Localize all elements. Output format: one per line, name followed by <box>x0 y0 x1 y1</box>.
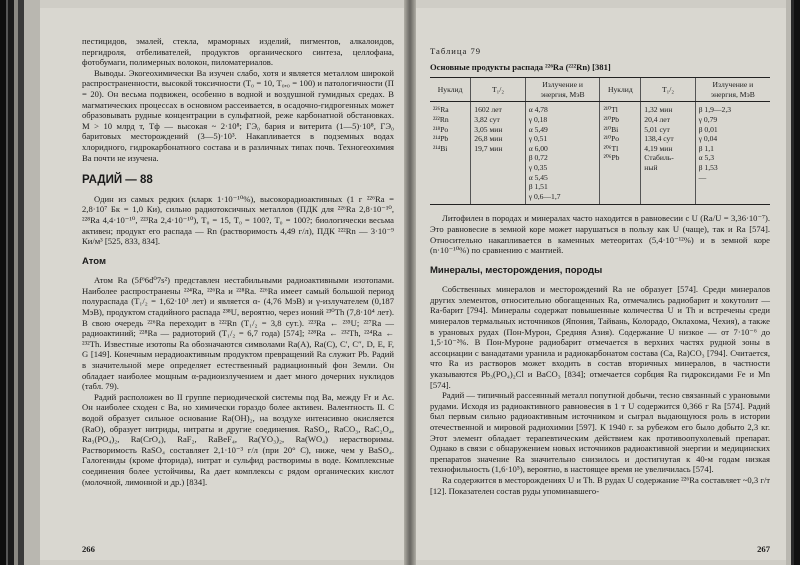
table-cell-line: ²²²Rn <box>433 114 449 124</box>
table-cell <box>471 102 525 205</box>
table-cell-line: — <box>698 172 707 182</box>
subsection-title: Минералы, месторождения, породы <box>430 264 603 276</box>
paragraph: Выводы. Экогеохимически Ba изучен слабо, хотя и является металлом широкой распространенности, высокой токсичности (Т₀ = 10, Т₀,₀ = 100) и патологичности (П = 20). Он весьма подвижен, особенно в водной и воздушной гумидных средах. В магматических процессах в основном рассеивается, в осадочно-гидрогенных может образовывать рудные концентрации в сульфатной, реже карбонатной обстановках. M > 10 млрд т, Тф — высокая ~ 2·10⁸; ГЭ₀ бария и витерита (1—5)·10⁸, ГЭ₀ баритовых месторождений (3—5)·10³. Накапливается в подземных водах хлоридного, гидрокарбонатного состава и в различных типах почв. Техногеохимия Ba почти не изучена. <box>82 67 394 163</box>
scanner-binding-left <box>0 0 40 565</box>
table-cell-line: ный <box>644 162 658 172</box>
table-cell-line: 4,19 мин <box>644 143 673 153</box>
table-header: Нуклид <box>600 78 641 102</box>
table-cell-line: ²¹⁰Bi <box>603 124 619 134</box>
book-gutter <box>404 0 416 565</box>
table-cell-line: β 1,53 <box>698 162 718 172</box>
table-cell-line: β 1,9—2,3 <box>698 105 732 115</box>
paragraph: Собственных минералов и месторождений Ra не образует [574]. Среди минералов других элементов, относительно обогащенных Ra, отмечались радиобарит и хокутолит — Ra-барит [794]. Минералы содержат повышенные количества U и Th и встречены среди минералов термальных источников (Япония, Тайвань, Колорадо, Оклахома, Чехия), а также в урановых рудах (Пон-Мурон, Средняя Азия). Содержание U низкое — от 7·10⁻⁶ до 1,5·10⁻²%. В Пон-Муроне радиобарит отмечается в верхних частях рудной зоны в ассоциации с ванадатами уранила и радиокарбонатом состава (Ca, Ra)CO₃ [794]. Считается, что Ra из растворов может входить в состав вторичных минералов, в частности указываются Pb₃(PO₄)₂Cl и BaCO₃ [834]; отмечается сорбция Ra гидроксидами Fe и Mn [574]. <box>430 284 770 390</box>
table-cell-line: ²¹⁴Pb <box>433 134 449 144</box>
paragraph: Радий — типичный рассеянный металл попутной добычи, тесно связанный с урановыми рудами. Исходя из радиоактивного равновесия в 1 т U содержится 0,366 г Ra [574]. Радий был первым сильно радиоактивным источником и сыграл выдающуюся роль в истории отечественной и мировой радиохимии [597]. К 1940 г. за рубежом его было добыто 2,3 кг. Этот элемент обладает терапевтическим действием как противоопухолевый препарат. Однако в связи с обнаружением новых источников радиоактивной энергии и медицинских препаратов значение Ra значительно снизилось и достигнутая к 40-м годам низкая технофильность (1,6·10⁵), вероятно, в настоящее время не увеличилась [574]. <box>430 390 770 475</box>
page-number: 267 <box>757 544 770 554</box>
table-cell-line: 1,32 мин <box>644 105 673 115</box>
table-header: T₁/₂ <box>641 78 695 102</box>
table-cell-line: 19,7 мин <box>474 143 503 153</box>
table-cell-line: β 1,1 <box>698 143 714 153</box>
table-cell-line: ²¹⁰Pb <box>603 114 620 124</box>
paragraph: Радий расположен во II группе периодической системы под Ba, между Fr и Ac. Он наиболее сходен с Ba, но химически гораздо более активен. Валентность II. С водой образует сильное основание Ra(OH)₂, на воздухе интенсивно окисляется (RaO), образует нитриды, нитраты и другие соединения. RaSO₄, RaCO₃, RaC₂O₄, Ra₃(PO₄)₂, Ra(CrO₄), RaF₂, RaBeF₄, Ra(YO₃)₂, Ra(WO₄) нерастворимы. Растворимость RaSO₄ составляет 2,1·10⁻³ г/л (при 20° C), ниже, чем у BaSO₄. Галогениды (кроме фторида), нитрат и сульфид растворимы в воде. Комплексные соединения более устойчивы, Ra дает комплексы с рядом органических кислот (молочной, лимонной и др.) [834]. <box>82 391 394 487</box>
table-cell-line: β 1,51 <box>528 182 548 192</box>
table-cell-line: α 5,3 <box>698 153 715 163</box>
paragraph: Атом Ra (5f⁶6d⁰7s²) представлен нестабильными радиоактивными изотопами. Наиболее распространены ²²⁴Ra, ²²⁶Ra и ²²⁸Ra. ²²⁶Ra имеет самый большой период полураспада (Т₁/₂ = 1,62·10³ лет) и является α- (4,76 МэВ) и γ-излучателем (0,187 МэВ), продуктом стадийного распада ²³⁸U, вероятно, через ионий ²³⁰Th (7,8·10⁴ лет). В свою очередь ²²⁶Ra переходит в ²²²Rn (Т₁/₂ = 3,8 сут.). ²²³Ra ← ²³⁵U; ²²⁷Ra — радиоактиний; ²²⁸Ra — радиоторий (Т₁/₂ = 6,7 года) [574]; ²²⁸Ra ← ²³²Th, ²²⁴Ra ← ²³²Th. Известные изотопы Ra обозначаются символами Ra(A), Ra(C), C′, C″, D, E, F, G [149]. Конечным нерадиоактивным продуктом превращений Ra служит Pb. Радий в значительной мере определяет естественный радиационный фон Земли. Он обладает наиболее мощным α-радиоизлучением и дает много дочерних нуклидов (табл. 79). <box>82 275 394 392</box>
table-cell-line: 5,01 сут <box>644 124 670 134</box>
table-cell-line: β 0,72 <box>528 153 548 163</box>
page-number: 266 <box>82 544 95 554</box>
table-cell-line: 26,8 мин <box>474 134 503 144</box>
table-cell-line: 20,4 лет <box>644 114 670 124</box>
table-cell-line: 3,05 мин <box>474 124 503 134</box>
table-cell-line: α 5,49 <box>528 124 548 134</box>
table-cell-line: ²²⁶Ra <box>433 105 449 115</box>
table-cell-line: γ 0,6—1,7 <box>528 191 561 201</box>
left-text-column <box>82 36 394 487</box>
table-cell <box>525 102 600 205</box>
table-cell <box>641 102 695 205</box>
table-cell-line: 138,4 сут <box>644 134 674 144</box>
right-page <box>416 8 786 560</box>
table-cell-line: ²¹⁰Tl <box>603 105 618 115</box>
table-cell-line: ²¹⁴Bi <box>433 143 448 153</box>
table-header: Излучение и энергия, МэВ <box>695 78 770 102</box>
table-cell-line: γ 0,04 <box>698 134 718 144</box>
right-text-column <box>430 46 770 496</box>
table-cell-line: γ 0,18 <box>528 114 548 124</box>
table-header: T₁/₂ <box>471 78 525 102</box>
paragraph: пестицидов, эмалей, стекла, мраморных изделий, пигментов, алкалоидов, пергидроля, отбеливателей, продуктов органического синтеза, целлофана, фотобумаги, полимерных волокон, пиломатериалов. <box>82 36 394 68</box>
paragraph: Ra содержится в месторождениях U и Th. В рудах U содержание ²²⁶Ra составляет ~0,3 г/т [12]. Показателен состав руды упоминавшего- <box>430 474 770 496</box>
table-cell <box>430 102 471 205</box>
scanner-binding-right <box>786 0 800 565</box>
table-row <box>430 102 770 205</box>
table-cell-line: α 6,00 <box>528 143 548 153</box>
table-cell-line: ²¹⁰Po <box>603 134 620 144</box>
left-page <box>40 8 404 560</box>
section-title: РАДИЙ — 88 <box>82 174 153 187</box>
table-cell-line: 3,82 сут <box>474 114 500 124</box>
subsection-title: Атом <box>82 255 106 267</box>
table-cell-line: ²⁰⁶Tl <box>603 143 619 153</box>
table-cell <box>600 102 641 205</box>
paragraph: Один из самых редких (кларк 1·10⁻¹⁰%), высокорадиоактивных (1 г ²²⁶Ra = 2,8·10⁷ Бк = 1,0 Ки), сильно радиотоксичных металлов (ПДК для ²²⁶Ra 2,8·10⁻¹⁰, ²²⁸Ra 4,4·10⁻¹⁰, ²²³Ra 2,4·10⁻¹⁰), Т₀ = 15, Т₀ = 100?, Т₀ = 100?; биологически весьма активен; продукт его распада — Rn (растворимость 4,49 г/л), ПДК ²²²Rn — 3·10⁻⁹ Ки/м³ [525, 833, 834]. <box>82 193 394 247</box>
table-title: Основные продукты распада ²²⁶Ra (²²²Rn) [381] <box>430 61 611 72</box>
paragraph: Литофилен в породах и минералах часто находится в равновесии с U (Ra/U = 3,36·10⁻⁷). Это равновесие в земной коре может нарушаться в пользу как U (чаще), так и Ra [574]. Относительно накапливается в каменных метеоритах (5,4·10⁻¹²%) и в земной коре (n·10⁻¹⁰%) по сравнению с мантией. <box>430 213 770 256</box>
table-cell-line: 1602 лет <box>474 105 502 115</box>
table-cell-line: γ 0,79 <box>698 114 718 124</box>
table-header: Излучение и энергия, МэВ <box>525 78 600 102</box>
table-cell-line: ²⁰⁶Pb <box>603 153 620 163</box>
table-cell-line: γ 0,51 <box>528 134 548 144</box>
table-cell <box>695 102 770 205</box>
table-label: Таблица 79 <box>430 46 482 56</box>
table-cell-line: α 4,78 <box>528 105 548 115</box>
table-cell-line: α 5,45 <box>528 172 548 182</box>
table-cell-line: β 0,01 <box>698 124 718 134</box>
table-cell-line: γ 0,35 <box>528 162 548 172</box>
decay-products-table <box>430 77 770 205</box>
table-cell-line: ²¹⁸Po <box>433 124 449 134</box>
table-header: Нуклид <box>430 78 471 102</box>
table-cell-line: Стабиль- <box>644 153 674 163</box>
